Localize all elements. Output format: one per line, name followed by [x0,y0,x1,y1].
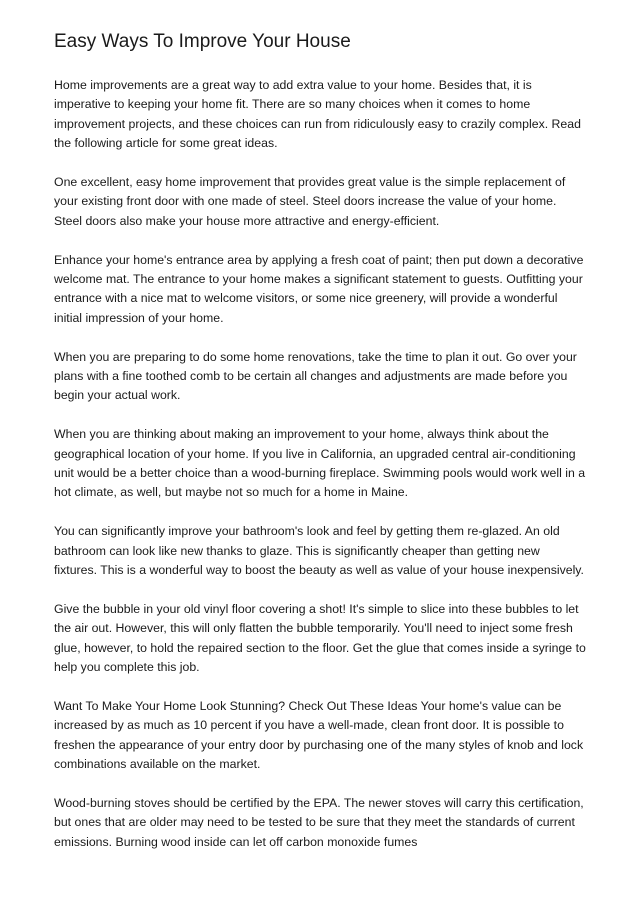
paragraph-8: Want To Make Your Home Look Stunning? Check Out These Ideas Your home's value can be increased by as much as 10 percent if you have a well-made, clean front door. It is possible to freshen the appearance of your entry door by purchasing one of the many styles of knob and lock combinations available on the market. [54,698,584,772]
paragraph-6: You can significantly improve your bathroom's look and feel by getting them re-glazed. An old bathroom can look like new thanks to glaze. This is significantly cheaper than getting new fixtures. This is a wonderful way to boost the beauty as well as value of your house inexpensively. [54,524,584,578]
paragraph-5: When you are thinking about making an improvement to your home, always think about the geographical location of your home. If you live in California, an upgraded central air-conditioning unit would be a better choice than a wood-burning fireplace. Swimming pools would work well in a hot climate, as well, but maybe not so much for a home in Maine. [54,427,586,500]
paragraph-2: One excellent, easy home improvement that provides great value is the simple replacement of your existing front door with one made of steel. Steel doors increase the value of your home. Steel doors also make your house more attractive and energy-efficient. [54,175,566,228]
paragraph-7: Give the bubble in your old vinyl floor covering a shot! It's simple to slice into these bubbles to let the air out. However, this will only flatten the bubble temporarily. You'll need to inject some fresh glue, however, to hold the repaired section to the floor. Get the glue that comes inside a syringe to help you complete this job. [54,601,586,675]
paragraph-1: Home improvements are a great way to add extra value to your home. Besides that, it is imperative to keeping your home fit. There are so many choices when it comes to home improvement projects, and these choices can run from ridiculously easy to crazily complex. Read the following article for some great ideas. [54,78,581,151]
paragraph-3: Enhance your home's entrance area by applying a fresh coat of paint; then put down a decorative welcome mat. The entrance to your home makes a significant statement to guests. Outfitting your entrance with a nice mat to welcome visitors, or some nice greenery, will provide a wonderful initial impression of your home. [54,252,584,325]
paragraph-4: When you are preparing to do some home renovations, take the time to plan it out. Go over your plans with a fine toothed comb to be certain all changes and adjustments are made before you begin your actual work. [54,349,577,403]
page-title: Easy Ways To Improve Your House [54,31,351,52]
paragraph-9: Wood-burning stoves should be certified by the EPA. The newer stoves will carry this certification, but ones that are older may need to be tested to be sure that they meet the standards of current emissions. Burning wood inside can let off carbon monoxide fumes [54,795,584,849]
